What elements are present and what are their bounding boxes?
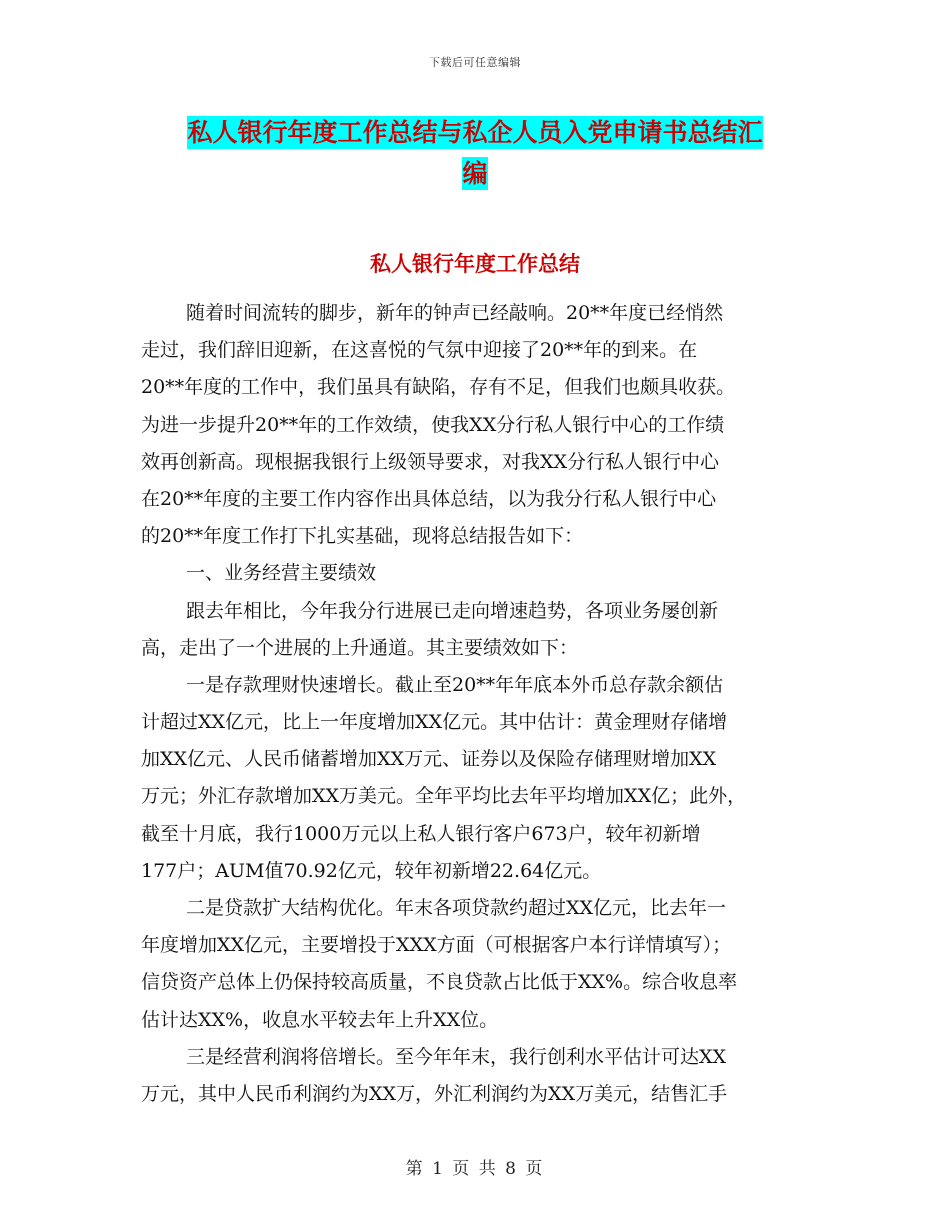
- body-text-line: 二是贷款扩大结构优化。年末各项贷款约超过XX亿元，比去年一: [186, 897, 727, 919]
- document-body: [141, 295, 801, 1113]
- body-text-line: 加XX亿元、人民币储蓄增加XX万元、证券以及保险存储理财增加XX: [141, 748, 717, 771]
- page-header: 下载后可任意编辑: [429, 56, 521, 69]
- body-text-line: 万元；外汇存款增加XX万美元。全年平均比去年平均增加XX亿；此外，: [141, 785, 747, 808]
- body-text-line: 效再创新高。现根据我银行上级领导要求，对我XX分行私人银行中心: [141, 450, 720, 473]
- body-text-line: 跟去年相比，今年我分行进展已走向增速趋势，各项业务屡创新: [186, 599, 719, 622]
- body-text-line: 高，走出了一个进展的上升通道。其主要绩效如下：: [141, 636, 579, 659]
- body-text-line: 走过，我们辞旧迎新，在这喜悦的气氛中迎接了20**年的到来。在: [141, 339, 698, 362]
- body-text-line: 20**年度的工作中，我们虽具有缺陷，存有不足，但我们也颇具收获。: [141, 376, 736, 399]
- body-text-line: 的20**年度工作打下扎实基础，现将总结报告如下：: [141, 525, 584, 548]
- section-title: 私人银行年度工作总结: [370, 252, 580, 276]
- body-text-line: 一、业务经营主要绩效: [186, 562, 377, 585]
- body-text-line: 年度增加XX亿元，主要增投于XXX方面（可根据客户本行详情填写）；: [141, 934, 732, 957]
- document-title-line-1: 私人银行年度工作总结与私企人员入党申请书总结汇: [187, 118, 763, 147]
- document-title: [120, 112, 830, 194]
- body-text-line: 估计达XX%，收息水平较去年上升XX位。: [141, 1008, 499, 1031]
- body-text-line: 三是经营利润将倍增长。至今年年末，我行创利水平估计可达XX: [186, 1045, 727, 1068]
- body-text-line: 随着时间流转的脚步，新年的钟声已经敲响。20**年度已经悄然: [186, 302, 724, 324]
- body-text-line: 为进一步提升20**年的工作效绩，使我XX分行私人银行中心的工作绩: [141, 413, 725, 436]
- document-title-line-2: 编: [462, 159, 488, 188]
- body-text-line: 在20**年度的主要工作内容作出具体总结，以为我分行私人银行中心: [141, 487, 717, 510]
- page-footer: 第 1 页 共 8 页: [405, 1159, 545, 1179]
- body-text-line: 信贷资产总体上仍保持较高质量，不良贷款占比低于XX%。综合收息率: [141, 971, 738, 994]
- body-text-line: 177户；AUM值70.92亿元，较年初新增22.64亿元。: [141, 859, 602, 882]
- body-text-line: 截至十月底，我行1000万元以上私人银行客户673户，较年初新增: [141, 822, 701, 845]
- body-text-line: 万元，其中人民币利润约为XX万，外汇利润约为XX万美元，结售汇手: [141, 1082, 728, 1105]
- body-text-line: 一是存款理财快速增长。截止至20**年年底本外币总存款余额估: [186, 673, 724, 696]
- body-text-line: 计超过XX亿元，比上一年度增加XX亿元。其中估计：黄金理财存储增: [141, 711, 728, 734]
